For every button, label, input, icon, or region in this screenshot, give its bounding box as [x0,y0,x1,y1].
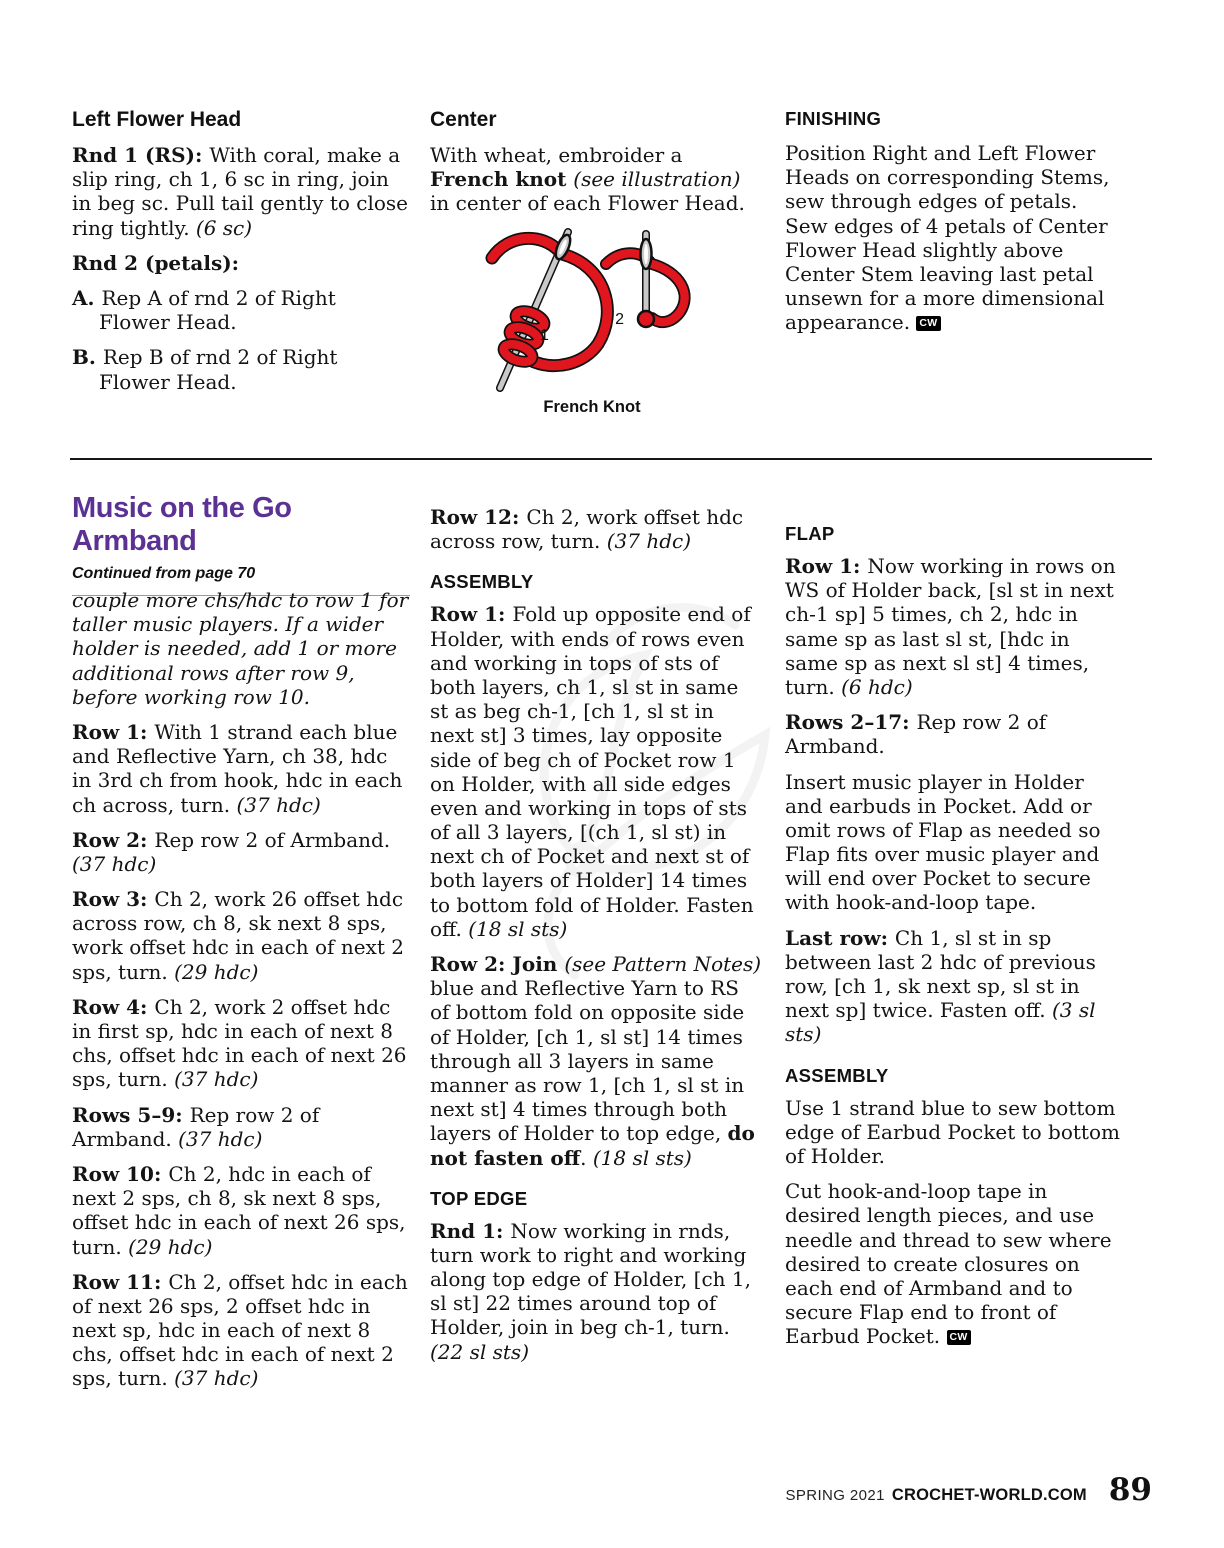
center-heading: Center [430,108,497,131]
pattern-paragraph: Row 2: Join (see Pattern Notes) blue and Reflective Yarn to RS of bottom fold on opposite side of Holder, [ch 1, sl st] 14 times through all 3 layers in same manner as row 1, [ch 1, sl st in next st] 4 times through both layers of Holder to top edge, do not fasten off. (18 sl sts) [430,952,762,1170]
pattern-paragraph: Rnd 2 (petals): [72,250,240,275]
pattern-paragraph: Row 1: Fold up opposite end of Holder, with ends of rows even and working in tops of sts of both layers, ch 1, sl st in same st as beg ch-1, [ch 1, sl st in next st] 3 times, lay opposite side of beg ch of Pocket row 1 on Holder, with all side edges even and working in tops of sts of all 3 layers, [(ch 1, sl st) in next ch of Pocket and next st of both layers of Holder] 14 times to bottom fold of Holder. Fasten off. (18 sl sts) [430,602,754,941]
finishing-column [785,108,1125,346]
page-number: 89 [1108,1472,1152,1508]
article-title: Music on the Go Armband [72,492,292,557]
pattern-paragraph: B. Rep B of rnd 2 of Right Flower Head. [72,345,338,394]
footer-website: CROCHET-WORLD.COM [891,1486,1087,1504]
cw-endmark-icon: CW [947,1330,971,1345]
pattern-paragraph: couple more chs/hdc to row 1 for taller music players. If a wider holder is needed, add 1 or more additional rows after row 9, before working row 10. [72,588,409,709]
pattern-paragraph: A. Rep A of rnd 2 of Right Flower Head. [72,285,336,335]
armband-col1-paragraphs [72,588,412,1391]
left-flower-head-heading: Left Flower Head [72,108,242,131]
pattern-paragraph: Row 11: Ch 2, offset hdc in each of next 26 sps, 2 offset hdc in next sp, hdc in each of next 8 chs, offset hdc in each of next 2 sps, turn. (37 hdc) [72,1269,408,1391]
section-subhead: FLAP [785,523,835,544]
section-subhead: ASSEMBLY [430,571,534,593]
continued-from-note: Continued from page 70 [72,565,256,582]
pattern-paragraph: Cut hook-and-loop tape in desired length pieces, and use needle and thread to sew where desired to create closures on each end of Armband and to secure Flap end to front of Earbud Pocket. CW [785,1179,1112,1349]
finishing-heading: FINISHING [785,108,882,129]
pattern-paragraph: Last row: Ch 1, sl st in sp between last 2 hdc of previous row, [ch 1, sk next sp, sl st in next sp] twice. Fasten off. (3 sl sts) [785,925,1096,1047]
pattern-paragraph: Row 4: Ch 2, work 2 offset hdc in first sp, hdc in each of next 8 chs, offset hdc in each of next 26 sps, turn. (37 hdc) [72,994,407,1092]
section-divider-rule [70,458,1152,460]
section-subhead: TOP EDGE [430,1187,528,1209]
illustration-step-2-label: 2 [615,311,624,328]
illustration-caption: French Knot [543,398,641,416]
center-paragraphs [430,143,762,216]
armband-column-2 [430,505,762,1375]
french-knot-diagram [478,222,706,394]
pattern-paragraph: Rows 2–17: Rep row 2 of Armband. [785,710,1047,759]
armband-col3-paragraphs [785,523,1125,1348]
pattern-paragraph: Insert music player in Holder and earbuds in Pocket. Add or omit rows of Flap as needed so Flap fits over music player and will end over Pocket to secure with hook-and-loop tape. [785,769,1101,915]
pattern-paragraph: Row 3: Ch 2, work 26 offset hdc across row, ch 8, sk next 8 sps, work offset hdc in each of next 2 sps, turn. (29 hdc) [72,887,404,984]
left-flower-head-paragraphs [72,143,410,394]
page-footer [785,1472,1152,1508]
pattern-paragraph: With wheat, embroider a French knot (see illustration) in center of each Flower Head. [430,143,745,216]
french-knot-illustration [478,222,706,417]
pattern-paragraph: Position Right and Left Flower Heads on corresponding Stems, sew through edges of petals. Sew edges of 4 petals of Center Flower Head slightly above Center Stem leaving last petal unsewn for a more dimensional appearance. CW [785,141,1110,335]
pattern-paragraph: Row 10: Ch 2, hdc in each of next 2 sps, ch 8, sk next 8 sps, offset hdc in each of next 26 sps, turn. (29 hdc) [72,1161,406,1259]
pattern-paragraph: Row 12: Ch 2, work offset hdc across row, turn. (37 hdc) [430,505,744,554]
pattern-paragraph: Rows 5–9: Rep row 2 of Armband. (37 hdc) [72,1102,320,1151]
pattern-paragraph: Row 1: With 1 strand each blue and Reflective Yarn, ch 38, hdc in 3rd ch from hook, hdc in each ch across, turn. (37 hdc) [72,719,403,817]
armband-col2-paragraphs [430,505,762,1364]
finishing-paragraphs [785,141,1125,335]
pattern-paragraph: Rnd 1 (RS): With coral, make a slip ring, ch 1, 6 sc in ring, join in beg sc. Pull tail gently to close ring tightly. (6 sc) [72,143,408,240]
left-flower-head-column [72,108,410,405]
pattern-paragraph: Use 1 strand blue to sew bottom edge of Earbud Pocket to bottom of Holder. [785,1095,1120,1168]
armband-section-header [72,492,412,596]
footer-season: SPRING 2021 [785,1487,885,1504]
section-subhead: ASSEMBLY [785,1064,889,1086]
armband-column-1 [72,588,412,1402]
armband-column-3 [785,505,1125,1359]
illustration-step-1-label: 1 [540,327,549,344]
cw-endmark-icon: CW [916,316,940,331]
pattern-paragraph: Row 2: Rep row 2 of Armband. (37 hdc) [72,827,391,876]
pattern-paragraph: Rnd 1: Now working in rnds, turn work to right and working along top edge of Holder, [ch 1, sl st] 22 times around top of Holder, join in beg ch-1, turn. (22 sl sts) [430,1218,751,1364]
pattern-paragraph: Row 1: Now working in rows on WS of Holder back, [sl st in next ch-1 sp] 5 times, ch 2, hdc in same sp as last sl st, [hdc in same sp as next sl st] 4 times, turn. (6 hdc) [785,554,1116,699]
center-column [430,108,762,227]
